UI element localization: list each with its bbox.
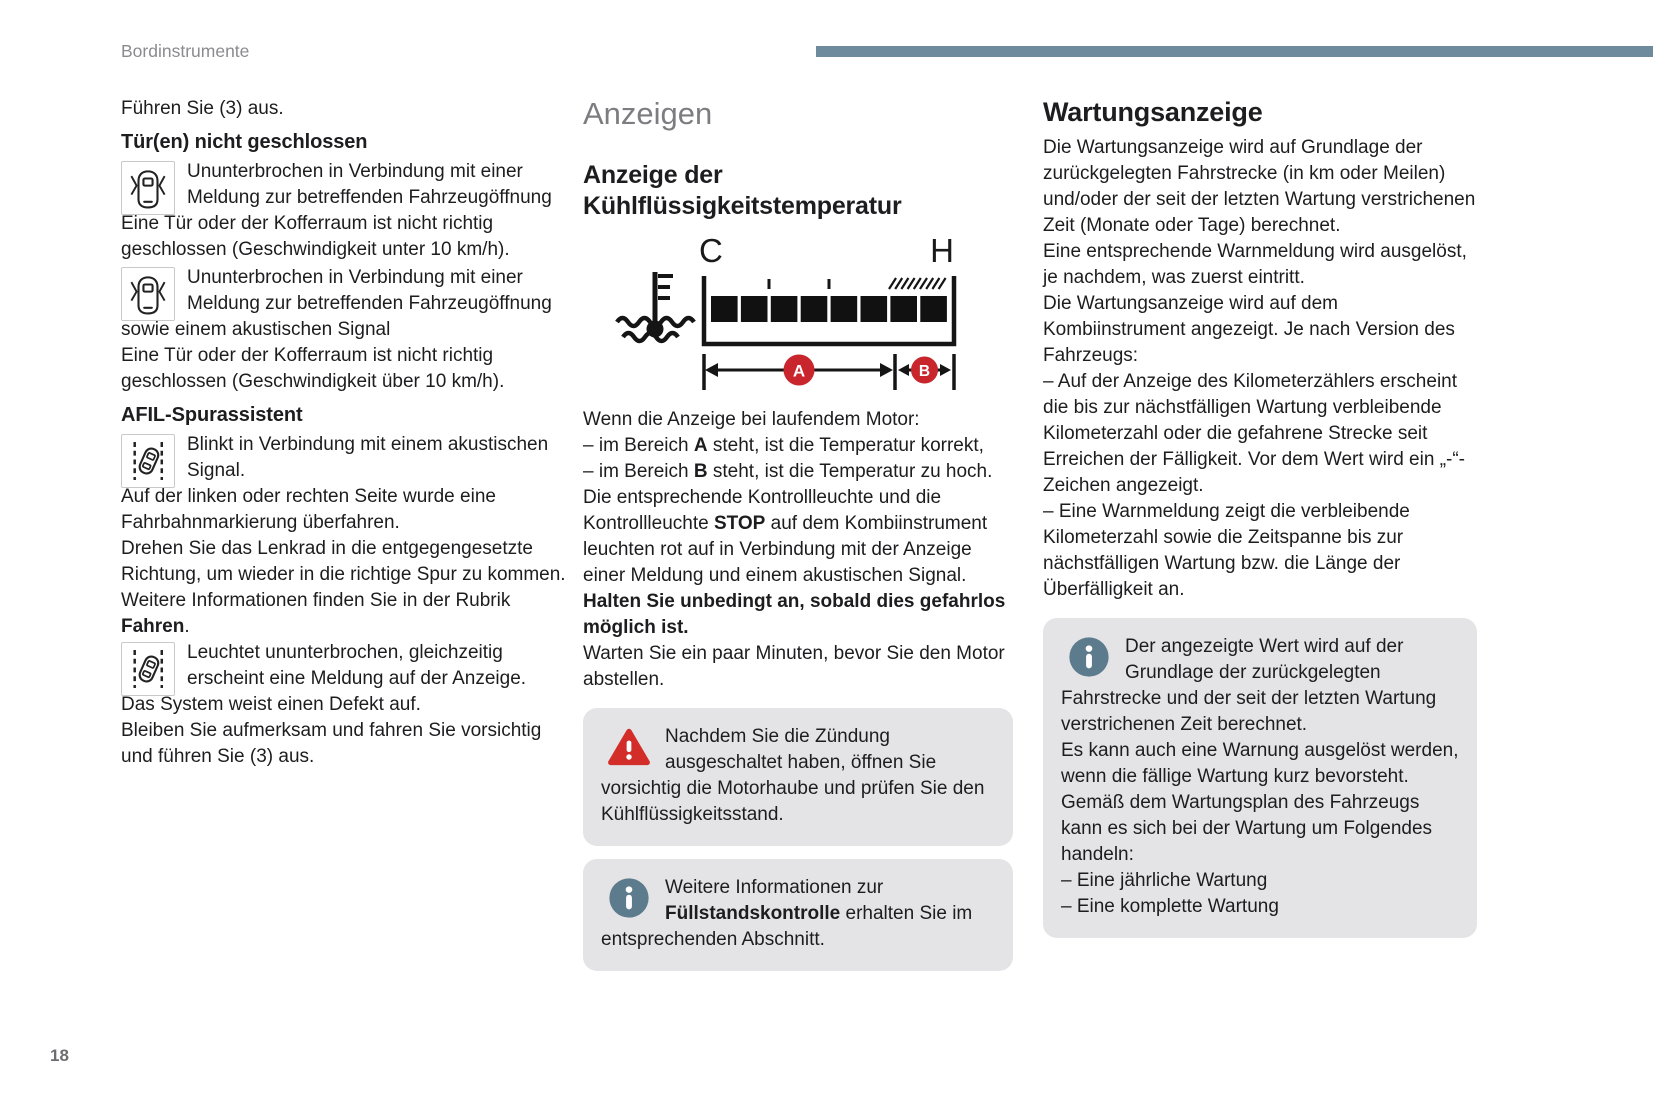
info-box-bullet: – Eine jährliche Wartung: [1061, 870, 1268, 891]
afil-warning-1-text: Blinkt in Verbindung mit einem akustischen Signal.: [187, 434, 549, 481]
info-box-line: [1061, 634, 1459, 738]
paragraph: Führen Sie (3) aus.: [121, 98, 284, 119]
paragraph: Eine entsprechende Warnmeldung wird ausgelöst, je nachdem, was zuerst eintritt.: [1043, 241, 1467, 288]
gauge-hot-label: H: [930, 232, 954, 269]
accent-bar: [816, 46, 1653, 57]
coolant-temp-icon: [617, 272, 694, 341]
info-box-line: Es kann auch eine Warnung ausgelöst werden, wenn die fällige Wartung kurz bevorsteht.: [1061, 740, 1459, 787]
zone-a-arrow: [705, 355, 893, 386]
maintenance-heading: Wartungsanzeige: [1043, 97, 1263, 127]
info-box: [1043, 618, 1477, 938]
info-box-text: Der angezeigte Wert wird auf der Grundlage der zurückgelegten Fahrstrecke und der seit der letzten Wartung verstrichenen Zeit berechnet.: [1061, 636, 1437, 735]
door-warning-2-text: Ununterbrochen in Verbindung mit einer Meldung zur betreffenden Fahrzeugöffnung sowie einem akustischen Signal: [121, 267, 552, 340]
bullet: – im Bereich B steht, ist die Temperatur zu hoch.: [583, 461, 993, 482]
door-warning-1-text: Ununterbrochen in Verbindung mit einer Meldung zur betreffenden Fahrzeugöffnung: [187, 161, 552, 208]
afil-warning-2: [121, 640, 573, 692]
zone-b-marker: B: [918, 362, 931, 380]
info-box-text: Weitere Informationen zur Füllstandskontrolle erhalten Sie im entsprechenden Abschnitt.: [601, 877, 973, 950]
section-header: Bordinstrumente: [121, 41, 250, 61]
middle-column: [583, 96, 1013, 971]
coolant-gauge-diagram: [607, 232, 1013, 395]
info-box: [583, 859, 1013, 971]
zone-a-marker: A: [792, 361, 806, 381]
info-icon: [1067, 635, 1111, 679]
afil-warning-2-text: Leuchtet ununterbrochen, gleichzeitig erscheint eine Meldung auf der Anzeige.: [187, 642, 527, 689]
paragraph: Das System weist einen Defekt auf.: [121, 694, 421, 715]
paragraph: Eine Tür oder der Kofferraum ist nicht richtig geschlossen (Geschwindigkeit unter 10 km/h).: [121, 213, 510, 260]
paragraph: Die Wartungsanzeige wird auf Grundlage der zurückgelegten Fahrstrecke (in km oder Meilen) und/oder der seit der letzten Wartung verstrichenen Zeit (Monate oder Tage) berechnet.: [1043, 137, 1476, 236]
paragraph: Bleiben Sie aufmerksam und fahren Sie vorsichtig und führen Sie (3) aus.: [121, 720, 542, 767]
warning-icon: [607, 725, 651, 769]
left-column: [121, 96, 573, 770]
info-box-line: Gemäß dem Wartungsplan des Fahrzeugs kann es sich bei der Wartung um Folgendes handeln:: [1061, 792, 1433, 865]
zone-b-arrow: [898, 357, 951, 384]
paragraph: Die Wartungsanzeige wird auf dem Kombiinstrument angezeigt. Je nach Version des Fahrzeugs:: [1043, 293, 1455, 366]
paragraph: Auf der linken oder rechten Seite wurde eine Fahrbahnmarkierung überfahren.: [121, 486, 496, 533]
door-open-icon: [121, 161, 175, 215]
warning-box-text: Nachdem Sie die Zündung ausgeschaltet haben, öffnen Sie vorsichtig die Motorhaube und prüfen Sie den Kühlflüssigkeitsstand.: [601, 726, 985, 825]
lane-departure-icon: [121, 434, 175, 488]
coolant-heading: Anzeige der Kühlflüssigkeitstemperatur: [583, 161, 902, 220]
warning-box: [583, 708, 1013, 846]
paragraph: Wenn die Anzeige bei laufendem Motor:: [583, 409, 920, 430]
paragraph-bold: Halten Sie unbedingt an, sobald dies gefahrlos möglich ist.: [583, 591, 1006, 638]
lane-departure-icon: [121, 642, 175, 696]
paragraph: Eine Tür oder der Kofferraum ist nicht richtig geschlossen (Geschwindigkeit über 10 km/h).: [121, 345, 505, 392]
bullet: – Auf der Anzeige des Kilometerzählers erscheint die bis zur nächstfälligen Wartung verbleibende Kilometerzahl oder die gefahrene Strecke seit Erreichen der Fälligkeit. Vor dem Wert wird ein „-“-Zeichen angezeigt.: [1043, 371, 1465, 496]
door-warning-2: [121, 265, 573, 343]
paragraph: Drehen Sie das Lenkrad in die entgegengesetzte Richtung, um wieder in die richtige Spur zu kommen.: [121, 538, 566, 585]
door-warning-1: [121, 159, 573, 211]
paragraph: Warten Sie ein paar Minuten, bevor Sie den Motor abstellen.: [583, 643, 1005, 690]
afil-heading: AFIL-Spurassistent: [121, 404, 303, 426]
doors-heading: Tür(en) nicht geschlossen: [121, 131, 368, 153]
section-title: Anzeigen: [583, 96, 713, 131]
door-open-icon: [121, 267, 175, 321]
bullet: – im Bereich A steht, ist die Temperatur korrekt,: [583, 435, 984, 456]
gauge-hot-hatch: [889, 278, 946, 289]
gauge-segments: [711, 296, 947, 322]
info-box-bullet: – Eine komplette Wartung: [1061, 896, 1279, 917]
info-icon: [607, 876, 651, 920]
bullet: – Eine Warnmeldung zeigt die verbleibende Kilometerzahl sowie die Zeitspanne bis zur nächstfälligen Wartung bzw. die Länge der Überfälligkeit an.: [1043, 501, 1410, 600]
page-number: 18: [50, 1046, 69, 1065]
gauge-cold-label: C: [699, 232, 723, 269]
paragraph: Die entsprechende Kontrollleuchte und die Kontrollleuchte STOP auf dem Kombiinstrument leuchten rot auf in Verbindung mit der Anzeige einer Meldung und einem akustischen Signal.: [583, 487, 988, 586]
right-column: [1043, 96, 1477, 938]
afil-warning-1: [121, 432, 573, 484]
paragraph: Weitere Informationen finden Sie in der Rubrik Fahren.: [121, 590, 511, 637]
